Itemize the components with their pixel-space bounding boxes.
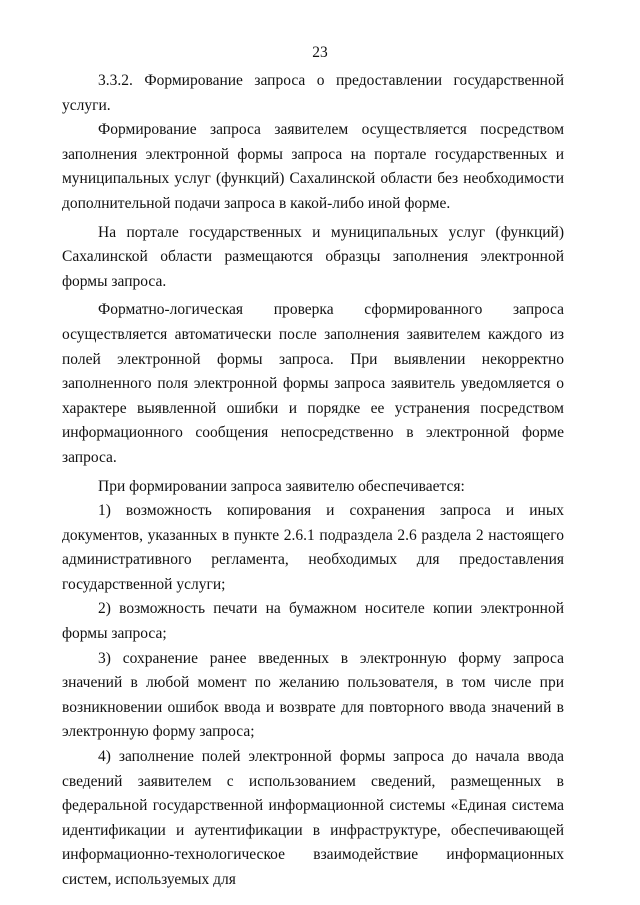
list-item: 4) заполнение полей электронной формы запроса до начала ввода сведений заявителем с использованием сведений, размещенных в федеральной государственной информационной системы «Единая система идентификации и аутентификации в инфраструктуре, обеспечивающей информационно-технологическое взаимодействие информационных систем, используемых для xyxy=(62,748,564,888)
document-body xyxy=(62,69,564,893)
list-item: 2) возможность печати на бумажном носителе копии электронной формы запроса; xyxy=(62,600,564,643)
section-heading: 3.3.2. Формирование запроса о предоставлении государственной услуги. xyxy=(62,72,564,114)
paragraph: Форматно-логическая проверка сформированного запроса осуществляется автоматически после заполнения заявителем каждого из полей электронной формы запроса. При выявлении некорректно заполненного поля электронной формы запроса заявитель уведомляется о характере выявленной ошибки и порядке ее устранения посредством информационного сообщения непосредственно в электронной форме запроса. xyxy=(62,301,564,466)
list-item: 1) возможность копирования и сохранения запроса и иных документов, указанных в пункте 2.6.1 подраздела 2.6 раздела 2 настоящего административного регламента, необходимых для предоставления государственной услуги; xyxy=(62,502,564,593)
page-number: 23 xyxy=(312,44,328,61)
paragraph: При формировании запроса заявителю обеспечивается: xyxy=(98,477,465,495)
paragraph: На портале государственных и муниципальных услуг (функций) Сахалинской области размещаются образцы заполнения электронной формы запроса. xyxy=(62,223,564,290)
paragraph: Формирование запроса заявителем осуществляется посредством заполнения электронной формы запроса на портале государственных и муниципальных услуг (функций) Сахалинской области без необходимости дополнительной подачи запроса в какой-либо иной форме. xyxy=(62,121,564,212)
list-item: 3) сохранение ранее введенных в электронную форму запроса значений в любой момент по желанию пользователя, в том числе при возникновении ошибок ввода и возврате для повторного ввода значений в электронную форму запроса; xyxy=(62,649,564,741)
